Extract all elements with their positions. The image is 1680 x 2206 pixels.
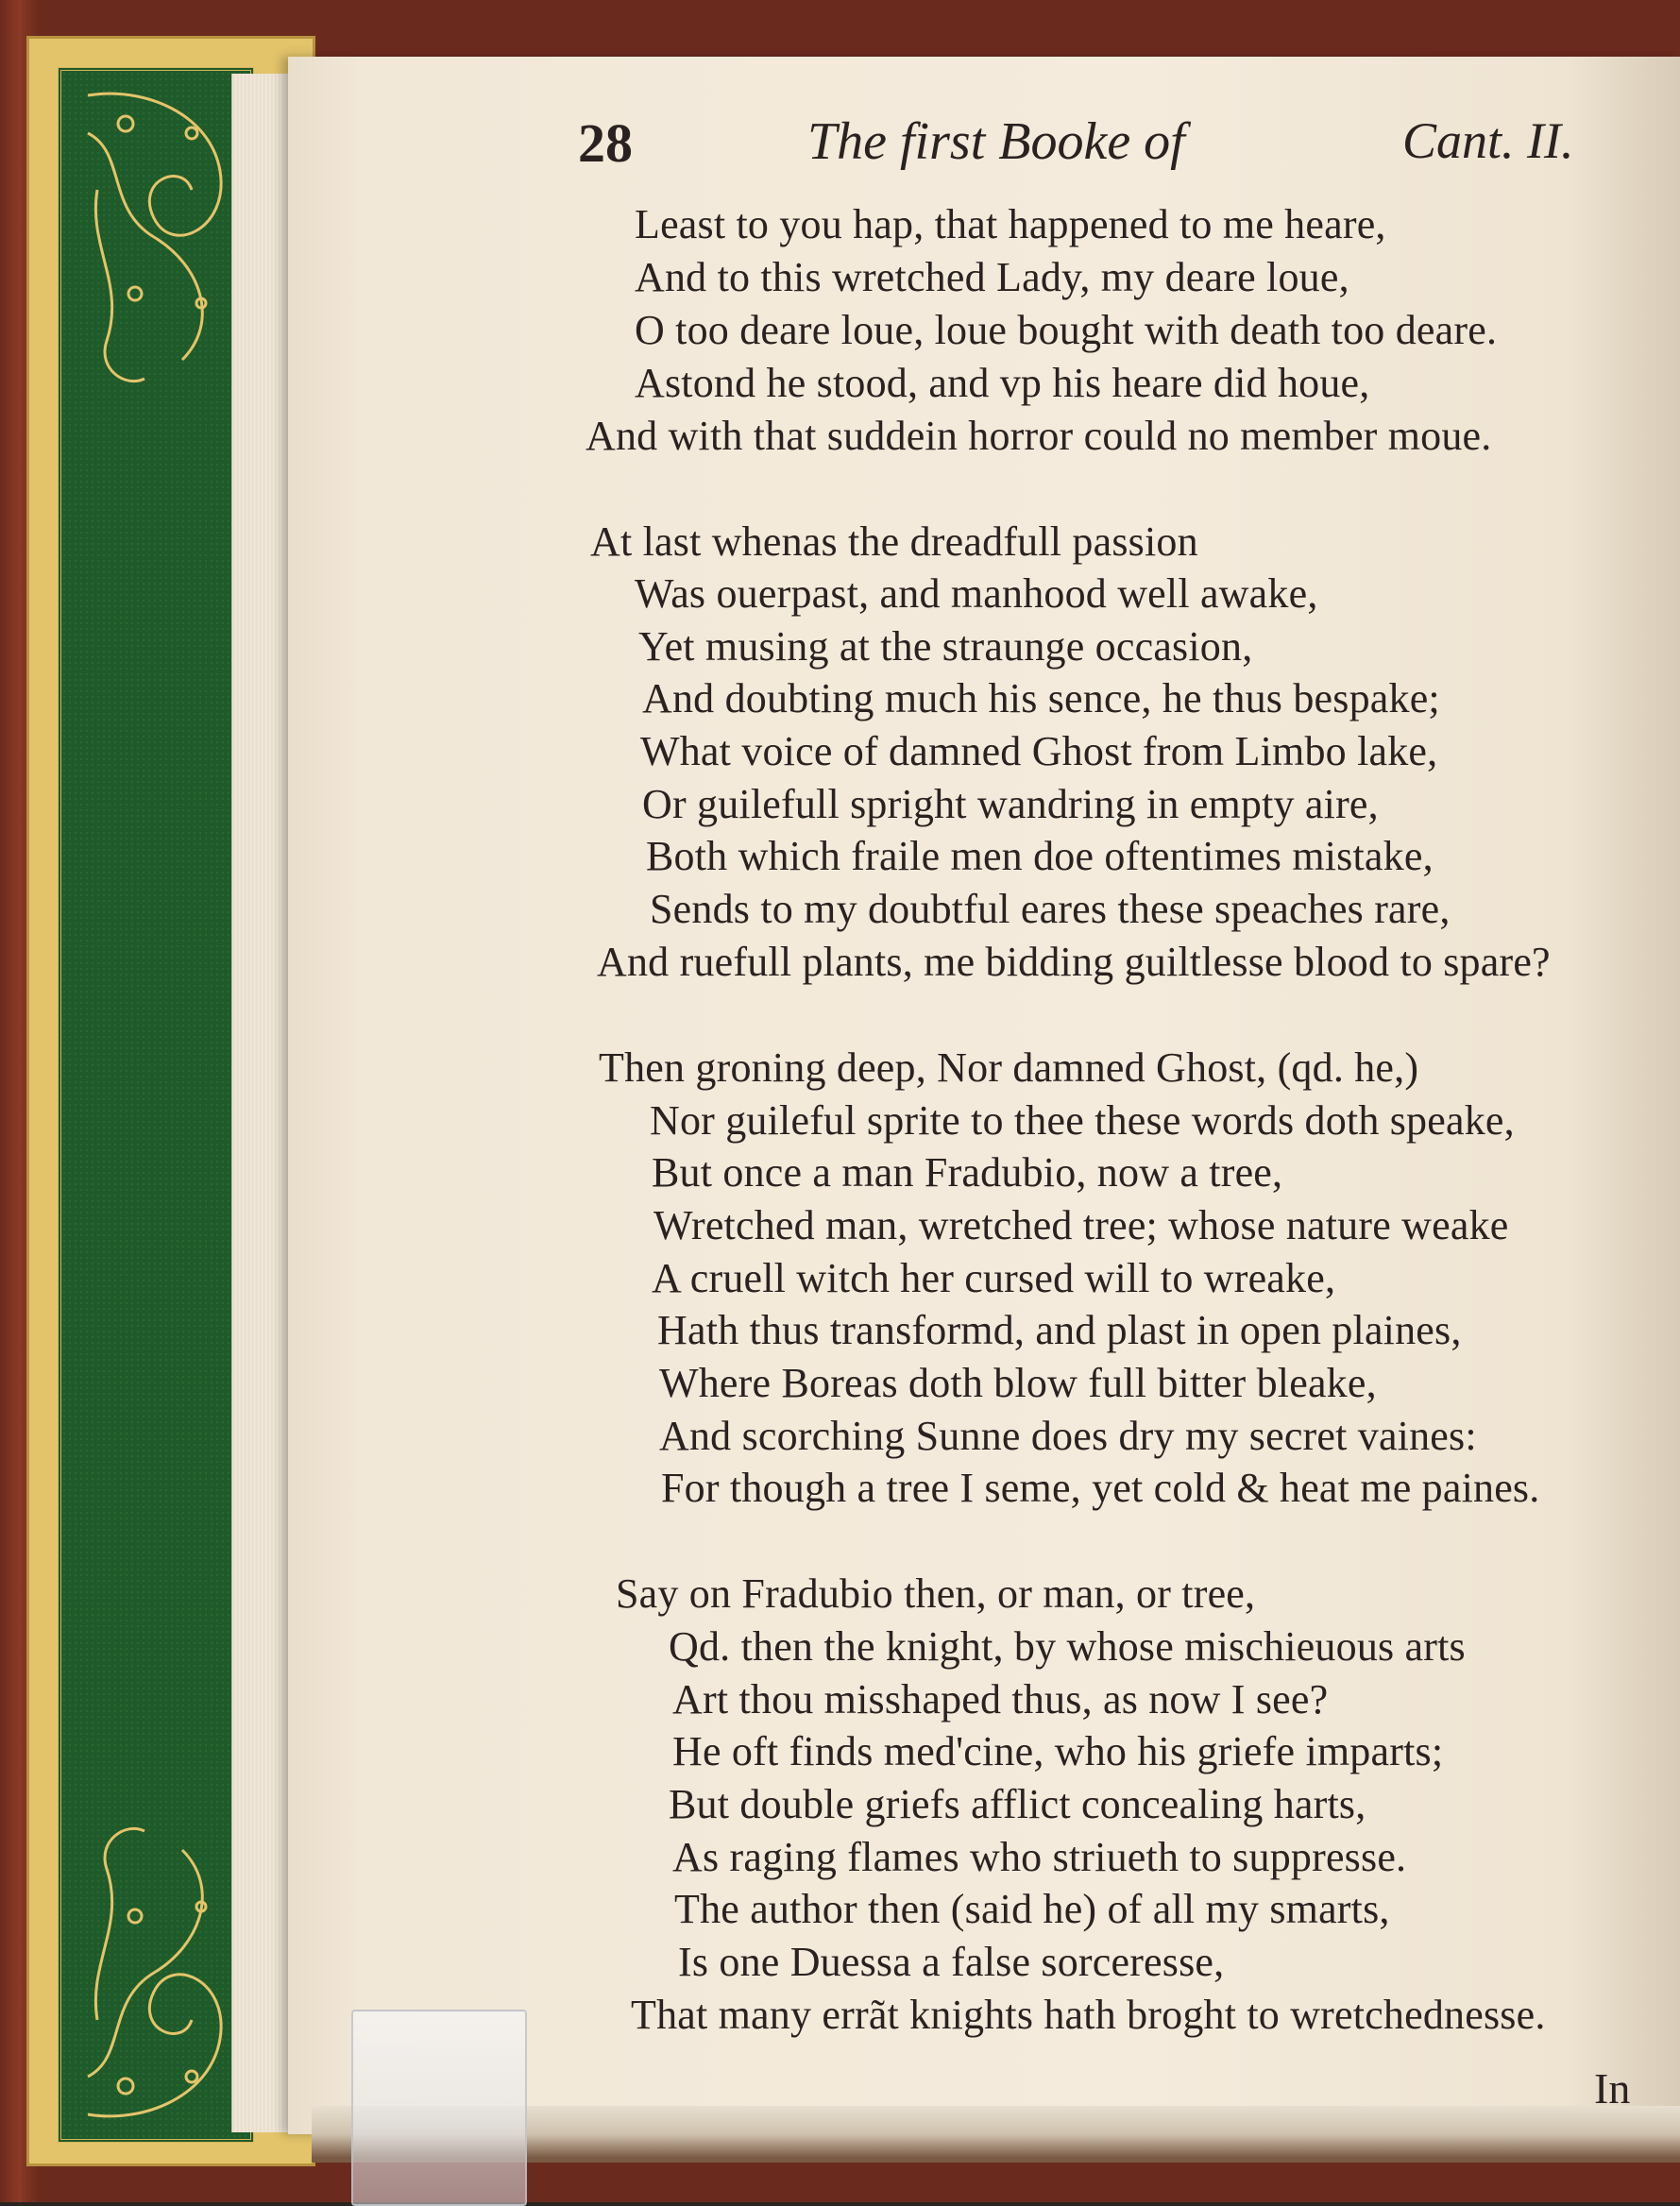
verse-line: O too deare loue, loue bought with death too deare. (635, 307, 1498, 353)
verse-line: And with that suddein horror could no member moue. (585, 413, 1492, 459)
verse-line: And to this wretched Lady, my deare loue, (635, 254, 1349, 300)
verse-line: The author then (said he) of all my smarts, (674, 1886, 1390, 1932)
verse-line: And scorching Sunne does dry my secret vaines: (659, 1413, 1477, 1459)
verse-line: Or guilefull spright wandring in empty aire, (642, 781, 1379, 827)
verse-line: And ruefull plants, me bidding guiltlesse blood to spare? (597, 939, 1551, 985)
verse-line: Least to you hap, that happened to me heare, (635, 201, 1386, 247)
verse-line: But once a man Fradubio, now a tree, (652, 1149, 1283, 1196)
verse-line: Wretched man, wretched tree; whose nature weake (653, 1202, 1509, 1248)
verse-line: At last whenas the dreadfull passion (590, 518, 1198, 565)
verse-line: Is one Duessa a false sorceresse, (678, 1939, 1225, 1985)
verse-line: And doubting much his sence, he thus bespake; (642, 675, 1440, 721)
verse-line: Hath thus transformd, and plast in open plaines, (657, 1307, 1462, 1353)
verse-line: Was ouerpast, and manhood well awake, (635, 570, 1318, 617)
page-number: 28 (578, 112, 633, 174)
catchword: In (1594, 2064, 1631, 2113)
verse-line: That many errãt knights hath broght to wretchednesse. (631, 1992, 1546, 2038)
gilt-ornament-top (69, 76, 239, 398)
gilt-ornament-bottom (69, 1812, 239, 2133)
verse-line: A cruell witch her cursed will to wreake, (652, 1255, 1336, 1301)
verse-line: Say on Fradubio then, or man, or tree, (616, 1570, 1256, 1617)
verse-line: As raging flames who striueth to suppresse. (672, 1834, 1407, 1880)
verse-line: Both which fraile men doe oftentimes mistake, (646, 833, 1434, 879)
verse-line: Where Boreas doth blow full bitter bleake, (659, 1360, 1377, 1406)
verse-line: Yet musing at the straunge occasion, (638, 623, 1253, 670)
verse-line: Nor guileful sprite to thee these words doth speake, (650, 1097, 1515, 1144)
verse-line: Sends to my doubtful eares these speaches rare, (650, 886, 1451, 932)
page-holder-clip (351, 2010, 527, 2206)
verse-line: But double griefs afflict concealing harts, (669, 1781, 1366, 1827)
verse-line: Qd. then the knight, by whose mischieuous arts (669, 1623, 1466, 1670)
verse-line: Astond he stood, and vp his heare did houe, (635, 360, 1370, 406)
verse-line: Art thou misshaped thus, as now I see? (672, 1676, 1329, 1722)
canto-label: Cant. II. (1402, 112, 1574, 169)
verse-line: Then groning deep, Nor damned Ghost, (qd. he,) (599, 1044, 1419, 1091)
verse-line: What voice of damned Ghost from Limbo lake, (640, 728, 1438, 774)
verse-line: He oft finds med'cine, who his griefe imparts; (672, 1728, 1444, 1774)
verse-line: For though a tree I seme, yet cold & heat me paines. (661, 1465, 1540, 1511)
green-leather-panel (58, 67, 254, 2143)
running-title: The first Booke of (807, 112, 1185, 171)
